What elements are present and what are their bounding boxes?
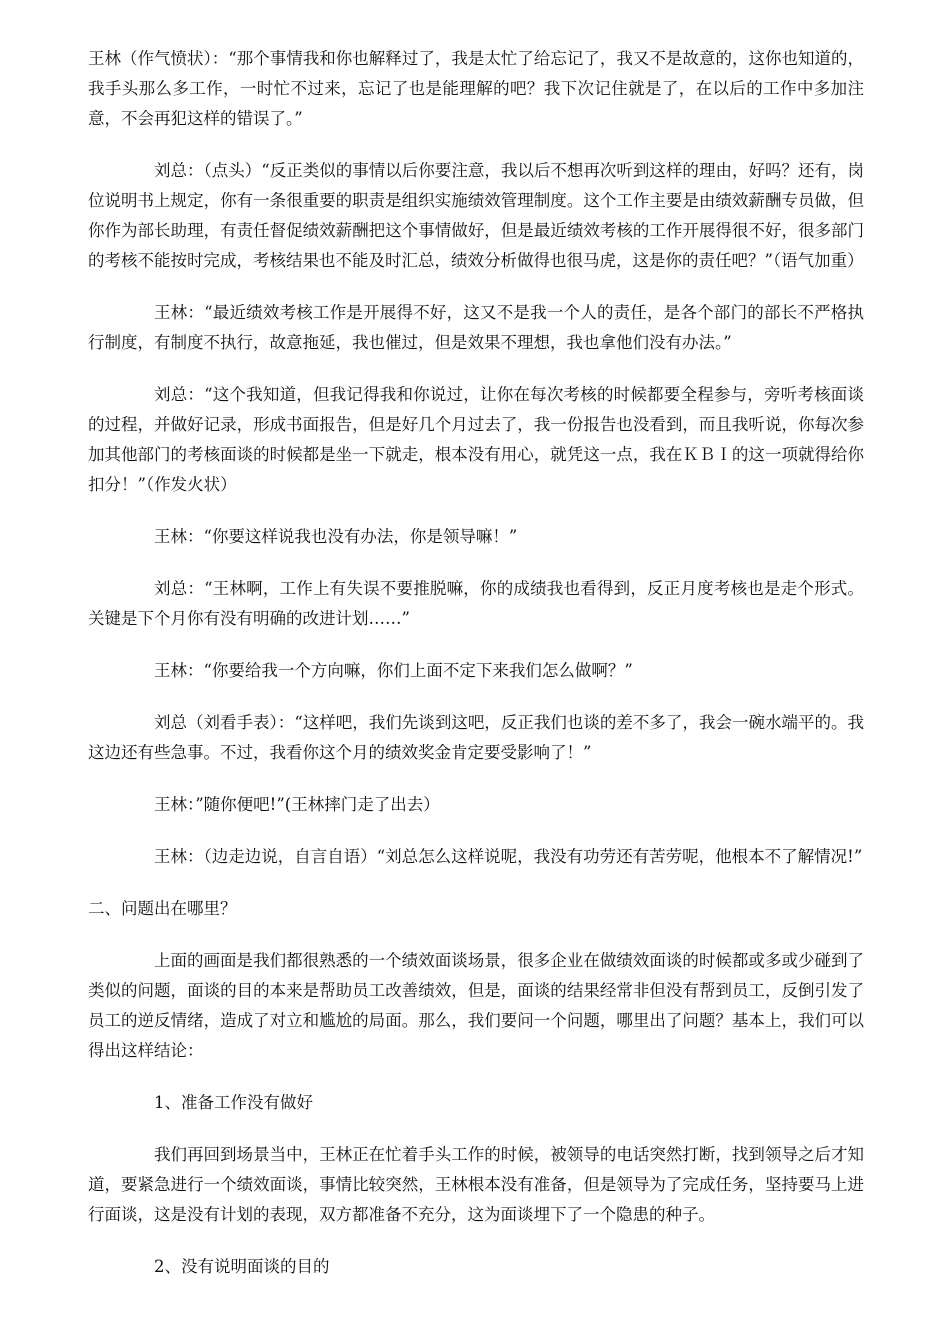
dialogue-paragraph-liu-1: 刘总：（点头）“反正类似的事情以后你要注意，我以后不想再次听到这样的理由，好吗？还有，岗位说明书上规定，你有一条很重要的职责是组织实施绩效管理制度。这个工作主要是由绩效薪酬专员做，但你作为部长助理，有责任督促绩效薪酬把这个事情做好，但是最近绩效考核的工作开展得很不好，很多部门的考核不能按时完成，考核结果也不能及时汇总，绩效分析做得也很马虎，这是你的责任吧？”（语气加重） bbox=[88, 161, 864, 270]
subheading-preparation: 1、准备工作没有做好 bbox=[154, 1093, 313, 1112]
dialogue-paragraph-wanglin-5: 王林：”随你便吧!”(王林摔门走了出去） bbox=[154, 795, 440, 814]
dialogue-paragraph-liu-2: 刘总：“这个我知道，但我记得我和你说过，让你在每次考核的时候都要全程参与，旁听考核面谈的过程，并做好记录，形成书面报告，但是好几个月过去了，我一份报告也没看到，而且我听说，你每次参加其他部门的考核面谈的时候都是坐一下就走，根本没有用心，就凭这一点，我在ＫＢＩ的这一项就得给你扣分！”（作发火状） bbox=[88, 385, 864, 494]
dialogue-paragraph-liu-4: 刘总（刘看手表）：“这样吧，我们先谈到这吧，反正我们也谈的差不多了，我会一碗水端平的。我这边还有些急事。不过，我看你这个月的绩效奖金肯定要受影响了！” bbox=[88, 713, 864, 762]
document-page bbox=[88, 44, 864, 1304]
dialogue-paragraph-wanglin-1: 王林（作气愤状）：“那个事情我和你也解释过了，我是太忙了给忘记了，我又不是故意的，这你也知道的，我手头那么多工作，一时忙不过来，忘记了也是能理解的吧？我下次记住就是了，在以后的工作中多加注意，不会再犯这样的错误了。” bbox=[88, 49, 864, 128]
dialogue-paragraph-liu-3: 刘总：“王林啊，工作上有失误不要推脱嘛，你的成绩我也看得到，反正月度考核也是走个形式。关键是下个月你有没有明确的改进计划……” bbox=[88, 579, 864, 628]
section-heading: 二、问题出在哪里？ bbox=[88, 899, 237, 918]
body-paragraph-preparation: 我们再回到场景当中，王林正在忙着手头工作的时候，被领导的电话突然打断，找到领导之后才知道，要紧急进行一个绩效面谈，事情比较突然，王林根本没有准备，但是领导为了完成任务，坚持要马上进行面谈，这是没有计划的表现，双方都准备不充分，这为面谈埋下了一个隐患的种子。 bbox=[88, 1145, 864, 1224]
dialogue-paragraph-wanglin-3: 王林：“你要这样说我也没有办法，你是领导嘛！” bbox=[154, 527, 518, 546]
subheading-purpose: 2、没有说明面谈的目的 bbox=[154, 1257, 330, 1276]
body-paragraph-scenario: 上面的画面是我们都很熟悉的一个绩效面谈场景，很多企业在做绩效面谈的时候都或多或少碰到了类似的问题，面谈的目的本来是帮助员工改善绩效，但是，面谈的结果经常非但没有帮到员工，反倒引发了员工的逆反情绪，造成了对立和尴尬的局面。那么，我们要问一个问题，哪里出了问题？基本上，我们可以得出这样结论： bbox=[88, 951, 864, 1060]
dialogue-paragraph-wanglin-4: 王林：“你要给我一个方向嘛，你们上面不定下来我们怎么做啊？” bbox=[154, 661, 633, 680]
dialogue-paragraph-wanglin-6: 王林：（边走边说，自言自语）“刘总怎么这样说呢，我没有功劳还有苦劳呢，他根本不了解情况!” bbox=[154, 847, 863, 866]
dialogue-paragraph-wanglin-2: 王林：“最近绩效考核工作是开展得不好，这又不是我一个人的责任，是各个部门的部长不严格执行制度，有制度不执行，故意拖延，我也催过，但是效果不理想，我也拿他们没有办法。” bbox=[88, 303, 864, 352]
